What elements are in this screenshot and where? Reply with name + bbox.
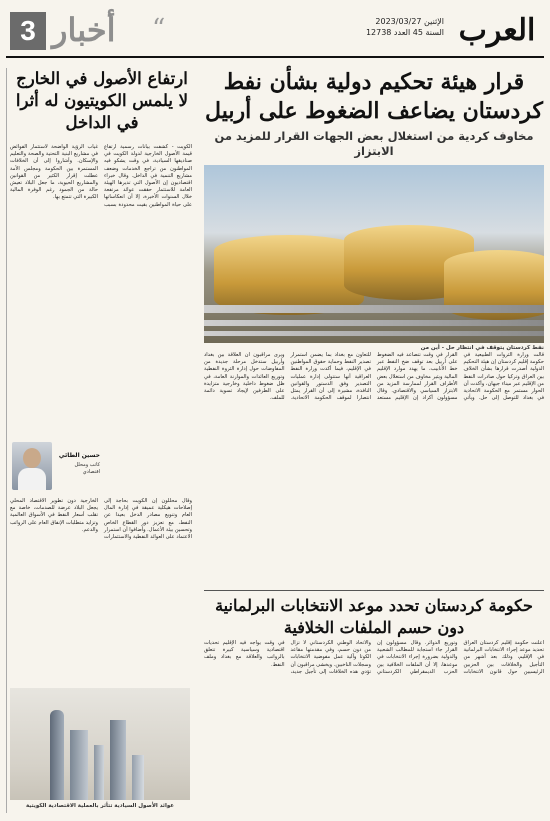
issue-line: السنة 45 العدد 12738: [365, 28, 444, 37]
section-number-badge: 3: [10, 12, 46, 50]
left-story-body: الكويت - كشفت بيانات رسمية ارتفاع قيمة الأصول الخارجية لدولة الكويت في صناديقها السيادية، في وقت يشكو فيه المواطنون من تراجع الخدمات وضعف مشاريع التنمية في الداخل. وقال خبراء اقتصاديون إن الأصول التي تديرها الهيئة العامة للاستثمار حققت عوائد مرتفعة خلال السنوات الأخيرة، إلا أن انعكاساتها على حياة المواطنين بقيت محدودة بسبب غياب الرؤية الواضحة لاستثمار الفوائض في مشاريع البنية التحتية والصحة والتعليم والإسكان. وأشاروا إلى أن الخلافات المستمرة بين الحكومة ومجلس الأمة عطلت إقرار الكثير من القوانين والمشاريع الحيوية، ما جعل البلاد تعيش حالة من الجمود رغم الوفرة المالية الكبيرة التي تتمتع بها.: [10, 144, 192, 208]
date-line: الإثنين 2023/03/27: [375, 17, 444, 26]
left-story-body-continued: وقال محللون إن الكويت بحاجة إلى إصلاحات هيكلية عميقة في إدارة المال العام وتنويع مصادر الدخل بعيدا عن النفط، مع تعزيز دور القطاع الخاص وتحسين بيئة الأعمال. وأضافوا أن استمرار الاعتماد على العوائد النفطية والاستثمارات الخارجية دون تطوير الاقتصاد المحلي يجعل البلاد عرضة للصدمات، خاصة مع تقلب أسعار النفط في الأسواق العالمية وتزايد متطلبات الإنفاق العام على الرواتب والدعم.: [10, 498, 192, 541]
tower-image: [132, 755, 144, 800]
main-subheadline: مخاوف كردية من استغلال بعض الجهات القرار للمزيد من الابتزاز: [214, 129, 534, 158]
author-role: كاتب ومحلل اقتصادي: [74, 462, 100, 475]
left-story-headline: ارتفاع الأصول في الخارج لا يلمس الكويتيون له أثرا في الداخل: [15, 69, 189, 132]
oil-tank-image: [214, 235, 364, 315]
tower-image: [94, 745, 104, 800]
author-photo: [12, 442, 52, 490]
main-story-header: [204, 68, 544, 159]
dateline: [334, 16, 444, 38]
main-headline: قرار هيئة تحكيم دولية بشأن نفط كردستان يضاعف الضغوط على أربيل: [205, 69, 543, 124]
masthead: [6, 6, 544, 58]
pipeline-image: [204, 320, 544, 326]
pipeline-image: [204, 331, 544, 336]
tower-image: [50, 710, 64, 800]
left-story-column: [6, 68, 194, 813]
kuwait-towers-photo: [10, 688, 190, 800]
section-header: [10, 10, 180, 52]
tower-image: [110, 720, 126, 800]
main-story-photo: [204, 165, 544, 343]
section-name: أخبار: [52, 11, 116, 49]
author-box: [10, 442, 100, 494]
main-photo-caption: نفط كردستان يتوقف في انتظار حل - أين من: [420, 345, 544, 351]
pipeline-image: [204, 305, 544, 313]
bottom-story-headline: حكومة كردستان تحدد موعد الانتخابات البرلمانية دون حسم الملفات الخلافية: [204, 590, 544, 639]
author-name: حسين الطائي: [58, 452, 100, 459]
bottom-story-body: أعلنت حكومة إقليم كردستان العراق تحديد موعد إجراء الانتخابات البرلمانية في الإقليم، وذلك بعد أشهر من التأجيل والخلافات بين الحزبين الرئيسيين حول قانون الانتخابات وتوزيع الدوائر. وقال مسؤولون إن القرار جاء استجابة للمطالب الشعبية والدولية بضرورة إجراء الانتخابات في موعدها، إلا أن الملفات الخلافية بين الحزب الديمقراطي الكردستاني والاتحاد الوطني الكردستاني لا تزال من دون حسم، وفي مقدمتها مقاعد الكوتا وآلية عمل مفوضية الانتخابات وسجلات الناخبين. ويخشى مراقبون أن تؤدي هذه الخلافات إلى تأجيل جديد، في وقت يواجه فيه الإقليم تحديات اقتصادية وسياسية كبيرة تتعلق بالرواتب والعلاقة مع بغداد وملف النفط.: [204, 640, 544, 675]
kuwait-photo-caption: عوائد الأصول السيادية تتأثر بالعملية الاقتصادية الكويتية: [25, 803, 175, 809]
tower-image: [70, 730, 88, 800]
main-story-body: قالت وزارة الثروات الطبيعية في حكومة إقليم كردستان إن هيئة التحكيم الدولية أصدرت قرارها بشأن الخلاف بين العراق وتركيا حول صادرات النفط من الإقليم عبر ميناء جيهان، وأكدت أن الحوار مستمر مع الحكومة الاتحادية في بغداد للتوصل إلى حل. ويأتي القرار في وقت تتصاعد فيه الضغوط على أربيل بعد توقف ضخ النفط عبر خط الأنابيب، ما يهدد موارد الإقليم المالية ويثير مخاوف من استغلال بعض الأطراف القرار لممارسة المزيد من الابتزاز السياسي والاقتصادي. وقال مسؤولون أكراد إن الإقليم مستعد للتعاون مع بغداد بما يضمن استمرار تصدير النفط وحماية حقوق المواطنين في الإقليم، فيما أكدت وزارة النفط العراقية أنها ستتولى إدارة عمليات التصدير وفق الدستور والقوانين النافذة، مشيرة إلى أن القرار يمثل انتصارا لموقف الحكومة الاتحادية. ويرى مراقبون أن العلاقة بين بغداد وأربيل ستدخل مرحلة جديدة من المفاوضات حول إدارة الثروة النفطية وتوزيع العائدات والموازنة العامة، في ظل ضغوط داخلية وخارجية متزايدة على الطرفين لإيجاد تسوية دائمة للملف.: [204, 352, 544, 402]
quote-mark-icon: “: [152, 14, 166, 44]
newspaper-logo: العرب: [458, 12, 536, 48]
